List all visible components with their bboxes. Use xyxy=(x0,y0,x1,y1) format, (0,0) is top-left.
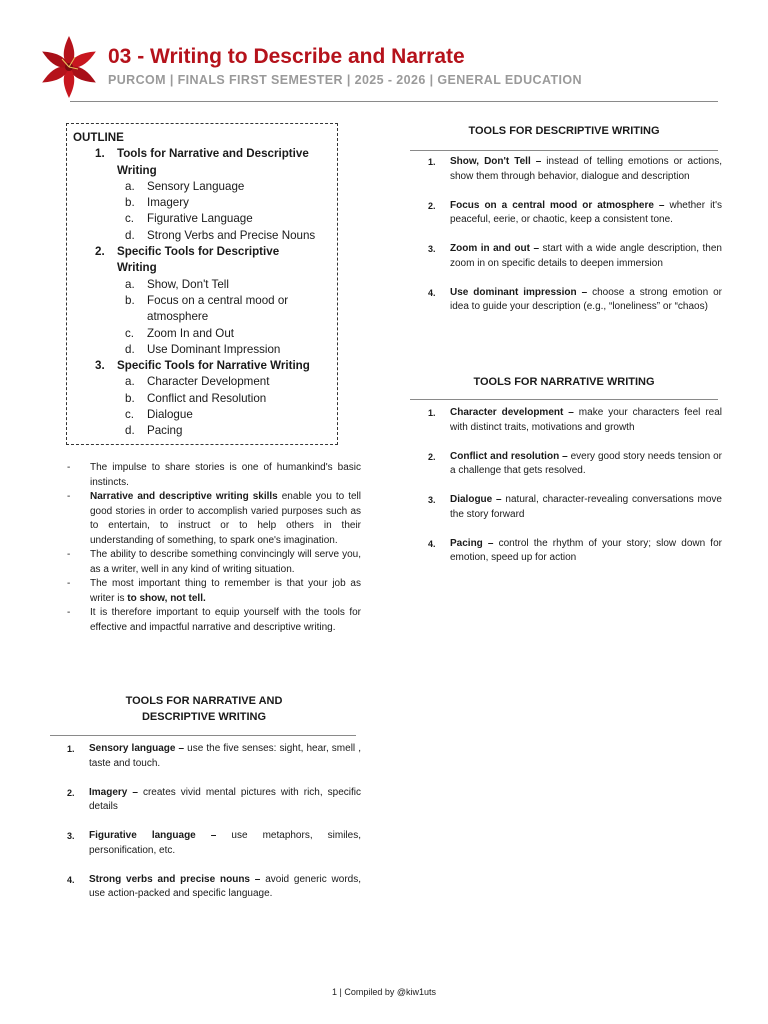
list-item: 3. Figurative language – use metaphors, similes, personification, etc. xyxy=(67,830,361,856)
list-item: 2. Focus on a central mood or atmosphere – whether it's peaceful, eerie, or chaotic, keep a consistent tone. xyxy=(428,199,722,225)
outline-section-label: Tools for Narrative and Descriptive Writing xyxy=(117,147,309,177)
list-item: 4. Strong verbs and precise nouns – avoid generic words, use action-packed and specific language. xyxy=(67,873,361,899)
descriptive-tools-list xyxy=(428,155,722,329)
list-item: 1. Sensory language – use the five senses: sight, hear, smell , taste and touch. xyxy=(67,743,361,769)
header-divider xyxy=(70,101,718,102)
outline-item: d. Strong Verbs and Precise Nouns xyxy=(125,228,316,242)
intro-bullets xyxy=(67,461,361,635)
section-heading-descriptive: TOOLS FOR DESCRIPTIVE WRITING xyxy=(468,125,660,137)
outline-section-number: 2. xyxy=(95,245,105,259)
section-heading-narrative: TOOLS FOR NARRATIVE WRITING xyxy=(473,376,655,388)
red-lily-flower-icon xyxy=(36,34,102,100)
outline-section-label: Specific Tools for Narrative Writing xyxy=(117,359,310,373)
document-title: 03 - Writing to Describe and Narrate xyxy=(108,45,465,68)
list-item: 1. Show, Don't Tell – instead of telling emotions or actions, show them through behavior, dialogue and description xyxy=(428,156,722,182)
outline-item: c. Zoom In and Out xyxy=(125,326,234,340)
list-item: 3. Zoom in and out – start with a wide angle description, then zoom in on specific details to deepen immersion xyxy=(428,243,722,269)
page-footer: 1 | Compiled by @kiw1uts xyxy=(331,987,436,997)
list-item: 4. Use dominant impression – choose a strong emotion or idea to guide your description (e.g., “loneliness” or “chaos) xyxy=(428,286,722,312)
outline-section-label: Specific Tools for Descriptive Writing xyxy=(117,245,280,275)
narrative-tools-list xyxy=(428,406,722,580)
narrative-descriptive-tools-list xyxy=(67,742,361,916)
section-divider xyxy=(410,150,718,151)
section-divider xyxy=(410,399,718,400)
outline-item: a. Sensory Language xyxy=(125,179,245,193)
outline-item: a. Show, Don't Tell xyxy=(125,277,229,291)
bullet-item: - The most important thing to remember is that your job as writer is to show, not tell. xyxy=(67,578,361,604)
outline-item: d. Use Dominant Impression xyxy=(125,342,281,356)
document-subtitle: PURCOM | FINALS FIRST SEMESTER | 2025 - 2026 | GENERAL EDUCATION xyxy=(108,73,582,87)
outline-item: c. Dialogue xyxy=(125,408,193,422)
list-item: 2. Imagery – creates vivid mental pictures with rich, specific details xyxy=(67,786,361,812)
bullet-item: - The impulse to share stories is one of humankind's basic instincts. xyxy=(67,462,361,488)
bullet-item: - The ability to describe something convincingly will serve you, as a writer, well in any kind of writing situation. xyxy=(67,549,361,575)
outline-section xyxy=(73,244,333,277)
section-heading-narrative-descriptive: TOOLS FOR NARRATIVE AND DESCRIPTIVE WRITING xyxy=(125,695,283,723)
outline-box xyxy=(66,123,338,445)
outline-section-number: 3. xyxy=(95,359,105,373)
bullet-item: - Narrative and descriptive writing skills enable you to tell good stories in order to accomplish varied purposes such as to entertain, to instruct or to help others in their understanding of something, to spark one's imagination. xyxy=(67,491,361,546)
bullet-item: - It is therefore important to equip yourself with the tools for effective and impactful narrative and descriptive writing. xyxy=(67,607,361,633)
outline-item: b. Imagery xyxy=(125,196,189,210)
list-item: 4. Pacing – control the rhythm of your story; slow down for emotion, speed up for action xyxy=(428,537,722,563)
outline-item: a. Character Development xyxy=(125,375,270,389)
outline-section-number: 1. xyxy=(95,147,105,161)
outline-title: OUTLINE xyxy=(73,131,124,144)
section-divider xyxy=(50,735,356,736)
outline-section xyxy=(73,146,333,179)
list-item: 3. Dialogue – natural, character-revealing conversations move the story forward xyxy=(428,494,722,520)
outline-item: b. Conflict and Resolution xyxy=(125,391,267,405)
outline-section xyxy=(73,358,333,374)
list-item: 2. Conflict and resolution – every good story needs tension or a challenge that gets resolved. xyxy=(428,450,722,476)
outline-item: b. Focus on a central mood or atmosphere xyxy=(125,293,289,324)
outline-item: c. Figurative Language xyxy=(125,212,253,226)
list-item: 1. Character development – make your characters feel real with distinct traits, motivations and growth xyxy=(428,407,722,433)
outline-item: d. Pacing xyxy=(125,424,183,438)
